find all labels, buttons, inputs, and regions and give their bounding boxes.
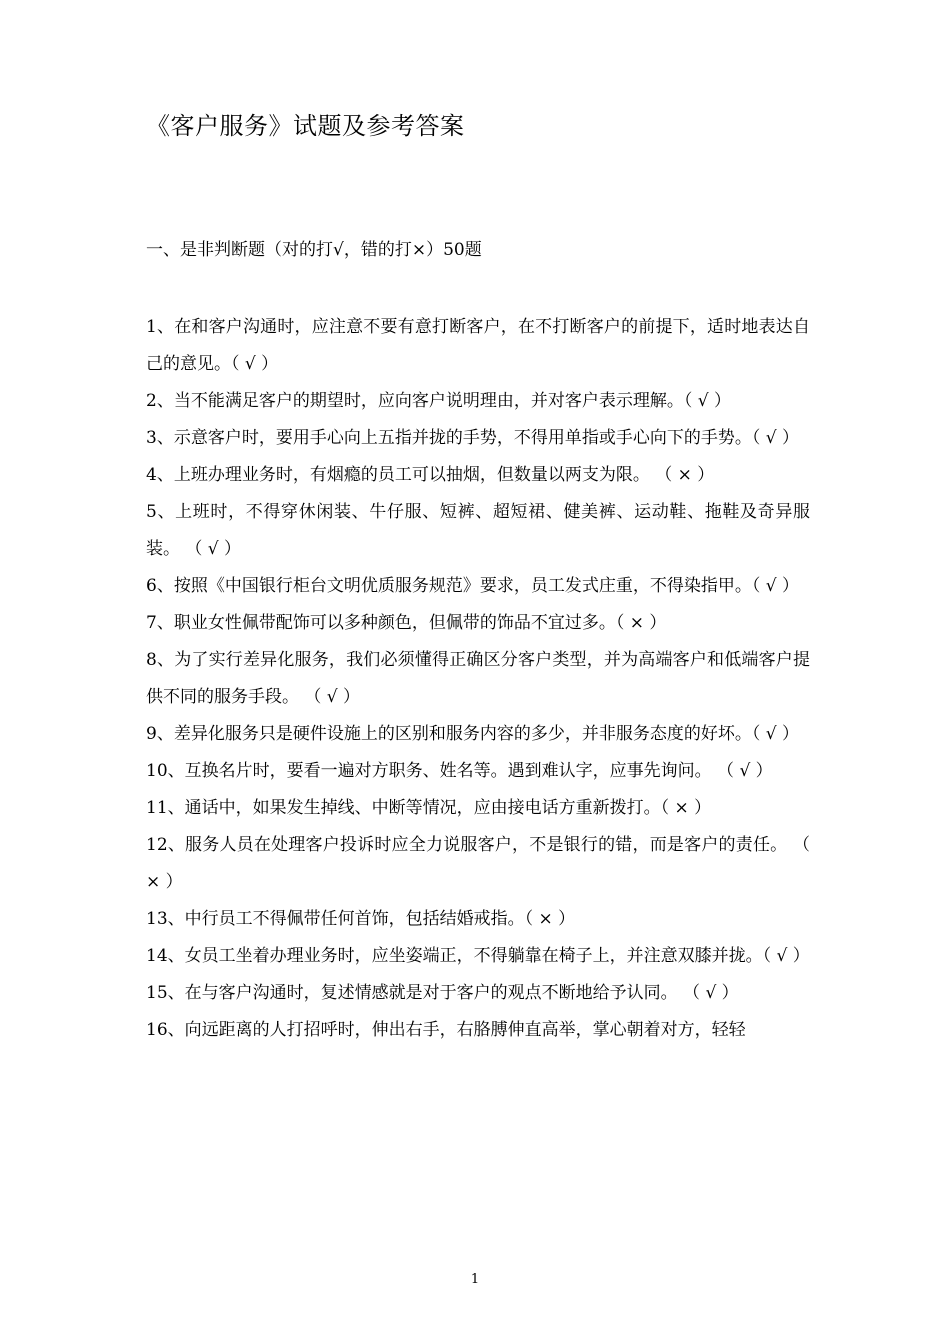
document-title: 《客户服务》试题及参考答案 <box>146 112 465 140</box>
question-item-16: 16、向远距离的人打招呼时，伸出右手，右胳膊伸直高举，掌心朝着对方，轻轻 <box>146 1020 746 1040</box>
question-item-9: 9、差异化服务只是硬件设施上的区别和服务内容的多少，并非服务态度的好坏。（ √ ） <box>146 724 799 744</box>
question-item-11: 11、通话中，如果发生掉线、中断等情况，应由接电话方重新拨打。（ × ） <box>146 798 712 818</box>
question-item-6: 6、按照《中国银行柜台文明优质服务规范》要求，员工发式庄重，不得染指甲。（ √ ） <box>146 576 799 596</box>
question-item-7: 7、职业女性佩带配饰可以多种颜色，但佩带的饰品不宜过多。（ × ） <box>146 613 667 633</box>
question-item-3: 3、示意客户时，要用手心向上五指并拢的手势，不得用单指或手心向下的手势。（ √ ） <box>146 428 799 448</box>
question-item-15: 15、在与客户沟通时，复述情感就是对于客户的观点不断地给予认同。 （ √ ） <box>146 983 739 1003</box>
question-item-4: 4、上班办理业务时，有烟瘾的员工可以抽烟，但数量以两支为限。 （ × ） <box>146 465 715 485</box>
question-item-13: 13、中行员工不得佩带任何首饰，包括结婚戒指。（ × ） <box>146 909 576 929</box>
section-heading: 一、是非判断题（对的打√，错的打×）50题 <box>146 240 482 260</box>
page-number: 1 <box>470 1272 480 1287</box>
question-item-14: 14、女员工坐着办理业务时，应坐姿端正，不得躺靠在椅子上，并注意双膝并拢。（ √ ） <box>146 946 810 966</box>
question-item-8: 8、为了实行差异化服务，我们必须懂得正确区分客户类型，并为高端客户和低端客户提供不同的服务手段。 （ √ ） <box>146 650 810 707</box>
question-list <box>146 309 810 1049</box>
question-item-2: 2、当不能满足客户的期望时，应向客户说明理由，并对客户表示理解。（ √ ） <box>146 391 731 411</box>
question-item-5: 5、上班时，不得穿休闲装、牛仔服、短裤、超短裙、健美裤、运动鞋、拖鞋及奇异服装。 （ √ ） <box>146 502 810 559</box>
question-item-10: 10、互换名片时，要看一遍对方职务、姓名等。遇到难认字，应事先询问。 （ √ ） <box>146 761 773 781</box>
question-item-1: 1、在和客户沟通时，应注意不要有意打断客户，在不打断客户的前提下，适时地表达自己的意见。（ √ ） <box>146 317 810 374</box>
question-item-12: 12、服务人员在处理客户投诉时应全力说服客户，不是银行的错，而是客户的责任。 （ × ） <box>146 835 810 892</box>
